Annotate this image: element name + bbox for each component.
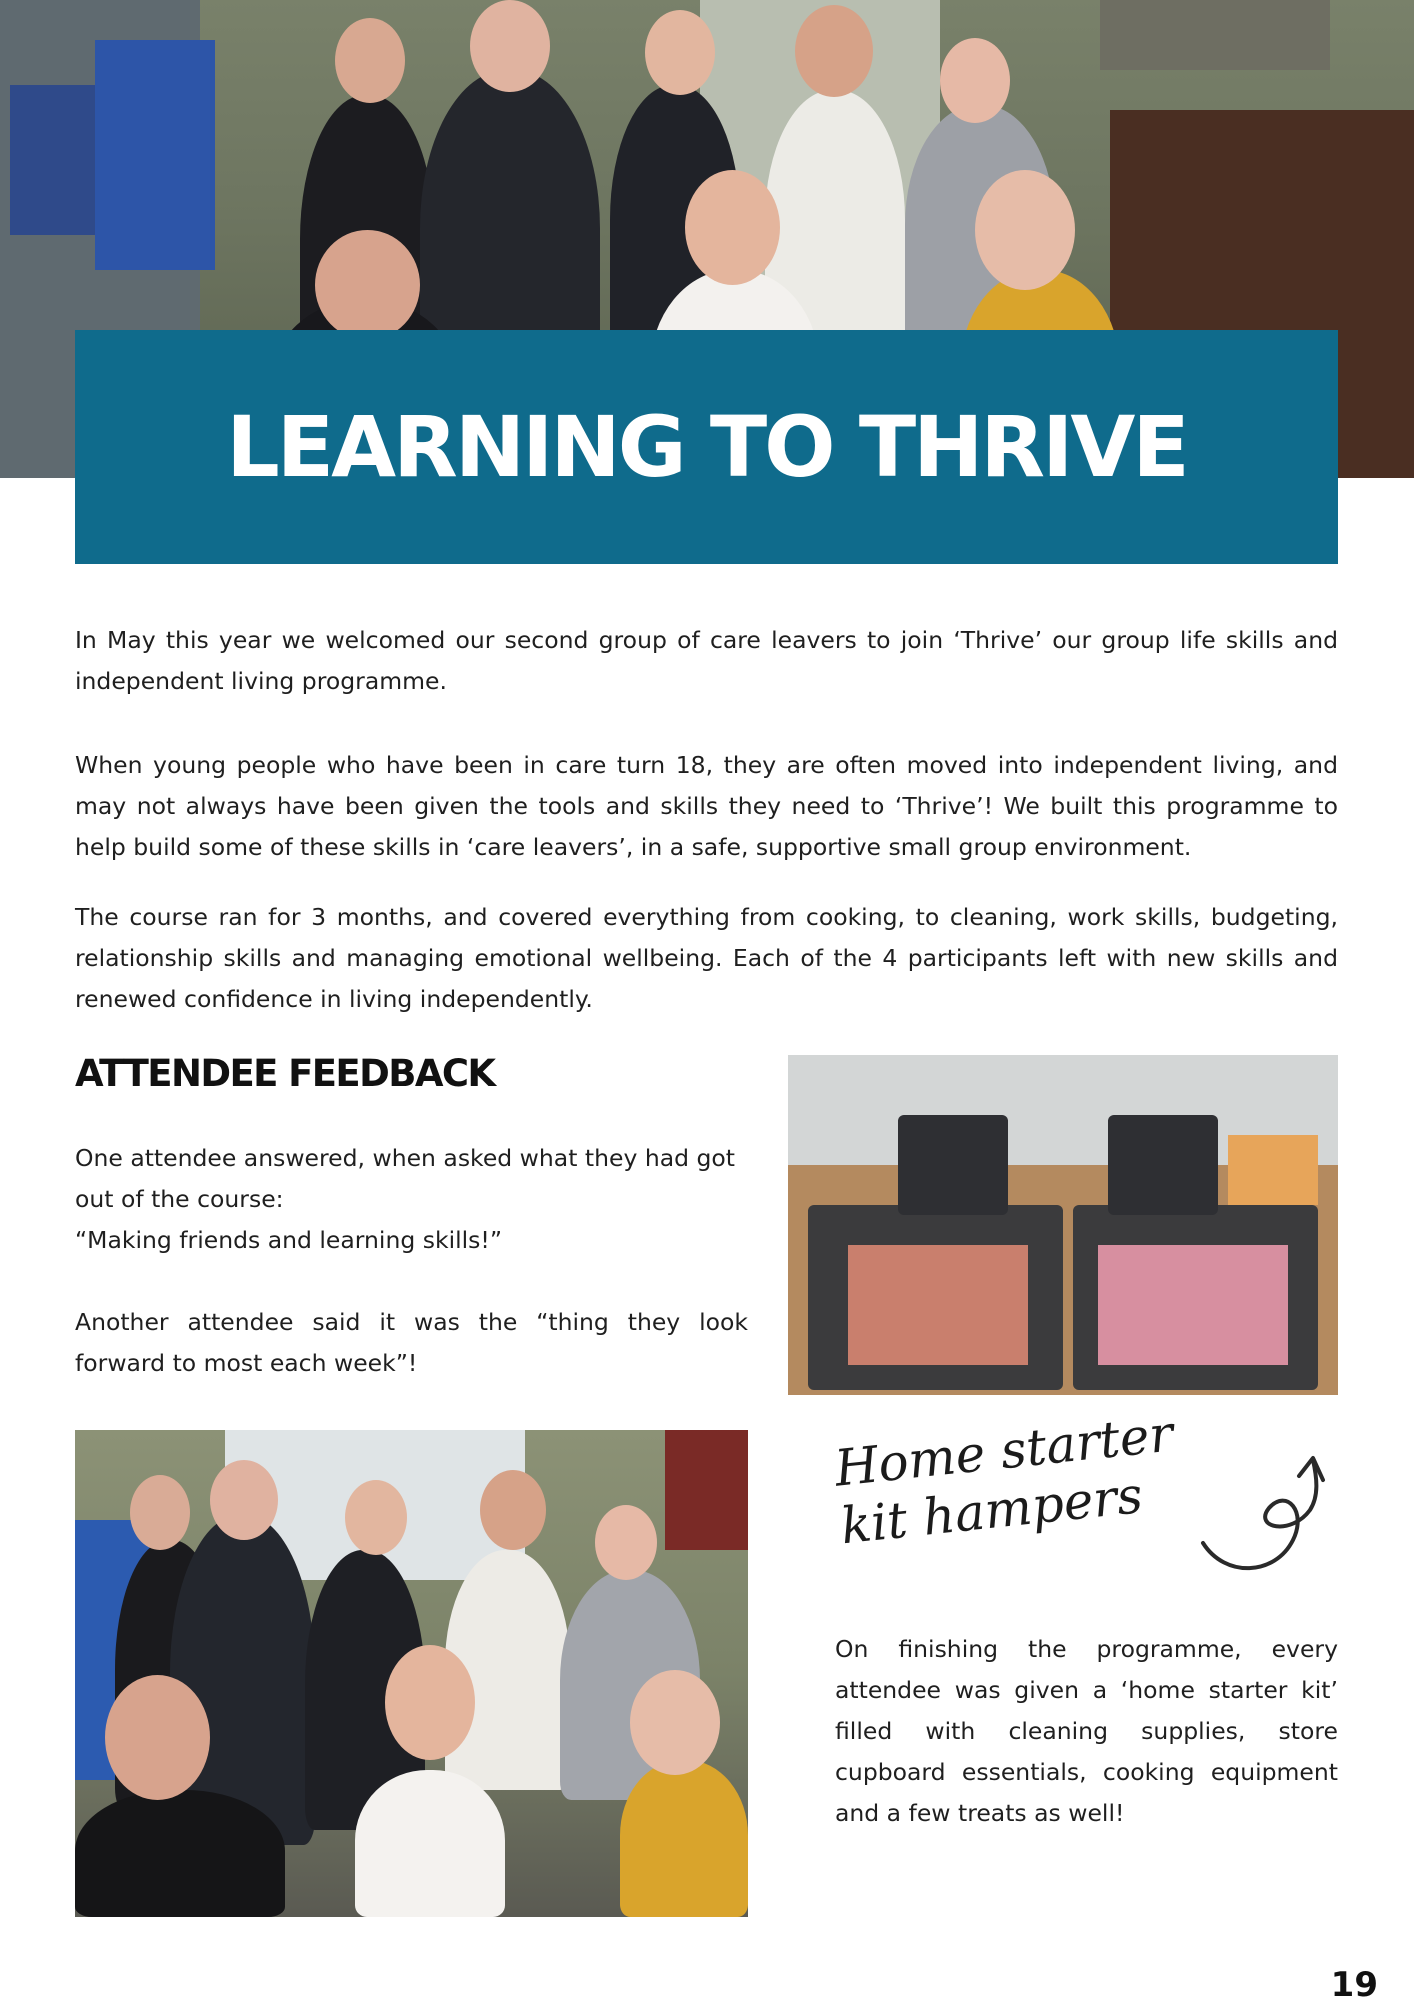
intro-paragraph-1: In May this year we welcomed our second group of care leavers to join ‘Thrive’ our group life skills and independent living programme.	[75, 626, 1338, 695]
feedback-line-1: One attendee answered, when asked what they had got out of the course:	[75, 1144, 736, 1213]
page-title: LEARNING TO THRIVE	[226, 398, 1187, 496]
feedback-line-2: Another attendee said it was the “thing they look forward to most each week”!	[75, 1308, 748, 1377]
curved-arrow-icon	[1195, 1448, 1330, 1578]
hampers-photo	[788, 1055, 1338, 1395]
feedback-quote-1: “Making friends and learning skills!”	[75, 1226, 503, 1254]
page-number: 19	[1330, 1965, 1378, 2005]
starter-kit-text: On finishing the programme, every attendee was given a ‘home starter kit’ filled with cleaning supplies, store cupboard essentials, cooking equipment and a few treats as well!	[835, 1635, 1338, 1827]
attendee-feedback-heading: ATTENDEE FEEDBACK	[75, 1052, 495, 1095]
starter-kit-script-heading: Home starter kit hampers	[832, 1404, 1176, 1556]
group-photo	[75, 1430, 748, 1917]
intro-paragraph-3: The course ran for 3 months, and covered everything from cooking, to cleaning, work skills, budgeting, relationship skills and managing emotional wellbeing. Each of the 4 participants left with new skills and renewed confidence in living independently.	[75, 903, 1338, 1013]
title-banner	[75, 330, 1338, 564]
intro-paragraph-2: When young people who have been in care turn 18, they are often moved into independent living, and may not always have been given the tools and skills they need to ‘Thrive’! We built this programme to help build some of these skills in ‘care leavers’, in a safe, supportive small group environment.	[75, 751, 1338, 861]
